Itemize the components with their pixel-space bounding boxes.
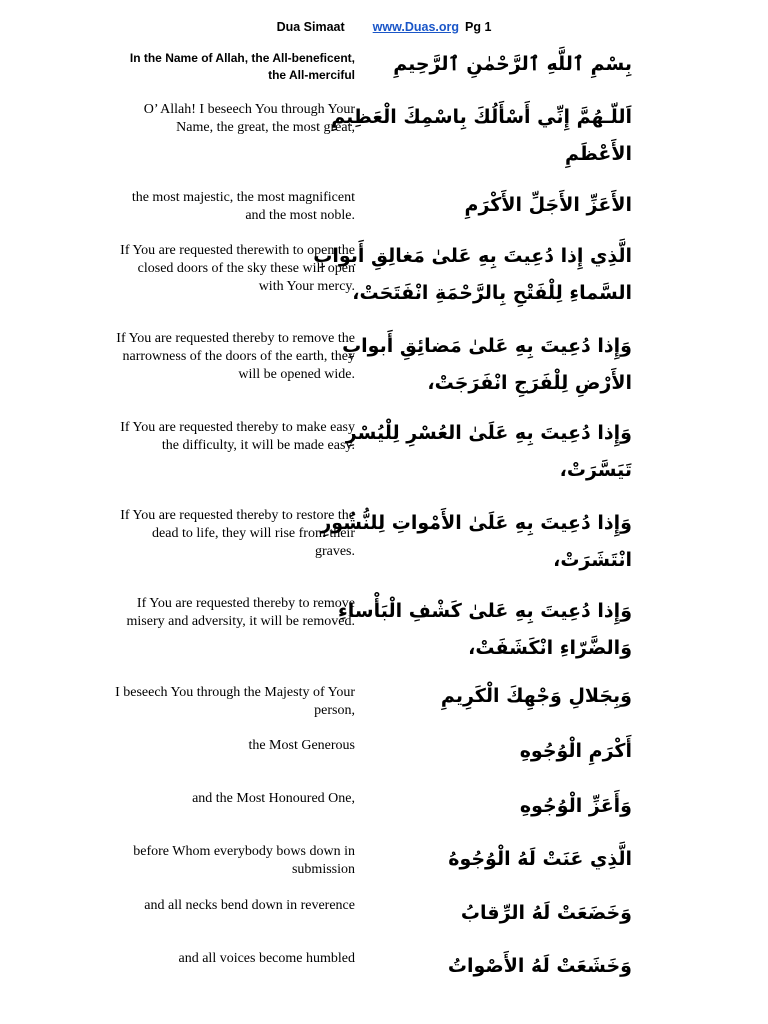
verse-translation: O’ Allah! I beseech You through Your Name, the great, the most great, (143, 102, 355, 135)
verse-translation: If You are requested thereby to restore the dead to life, they will rise from their graves. (120, 508, 355, 559)
verse-arabic (362, 895, 632, 932)
arabic-line: الَّذِي عَنَتْ لَهُ الْوُجُوهُ (448, 848, 632, 870)
verse-arabic (362, 788, 632, 825)
arabic-line: اَللّـهُمَّ إِنِّي أَسْأَلُكَ بِاسْمِكَ الْعَظِيمِ (331, 106, 632, 128)
verse-arabic (362, 678, 632, 715)
arabic-line: الأَرْضِ لِلْفَرَجِ انْفَرَجَتْ، (427, 372, 632, 394)
verse-translation: the most majestic, the most magnificent and the most noble. (131, 190, 355, 223)
arabic-line: وَإِذا دُعِيتَ بِهِ عَلَىٰ العُسْرِ لِلْيُسْرِ (345, 422, 632, 444)
verse-arabic (345, 415, 632, 489)
verse-arabic (338, 593, 632, 667)
verse-arabic (362, 187, 632, 224)
verse-translation: the Most Generous (248, 738, 355, 753)
verse-translation: I beseech You through the Majesty of Your person, (115, 685, 355, 718)
verse-arabic (362, 841, 632, 878)
arabic-line: وَالضَّرّاءِ انْكَشَفَتْ، (468, 637, 632, 659)
arabic-line: الَّذِي إِذا دُعِيتَ بِهِ عَلىٰ مَغالِقِ أَبوابِ (313, 245, 632, 267)
verse-translation: and all necks bend down in reverence (144, 898, 355, 913)
arabic-line: السَّماءِ لِلْفَتْحِ بِالرَّحْمَةِ انْفَتَحَتْ، (352, 282, 632, 304)
arabic-line: وَإِذا دُعِيتَ بِهِ عَلَىٰ الأَمْواتِ لِلنُّشُورِ (320, 512, 632, 534)
arabic-line: الأَعَزِّ الأَجَلِّ الأَكْرَمِ (464, 194, 632, 216)
verse-arabic (362, 46, 632, 83)
arabic-line: وَأَعَزِّ الْوُجُوهِ (519, 795, 632, 817)
verse-translation: before Whom everybody bows down in submission (133, 844, 355, 877)
verse-arabic (320, 505, 632, 579)
page-header (0, 20, 768, 34)
verse-arabic (362, 948, 632, 985)
verse-translation: and the Most Honoured One, (192, 791, 355, 806)
verse-arabic (331, 99, 632, 173)
website-link[interactable]: www.Duas.org (372, 20, 460, 34)
verse-arabic (362, 733, 632, 770)
verse-translation: and all voices become humbled (178, 951, 355, 966)
verse-arabic (313, 238, 632, 312)
arabic-line: انْتَشَرَتْ، (553, 549, 632, 571)
verse-translation: If You are requested thereby to remove misery and adversity, it will be removed. (126, 596, 355, 629)
arabic-line: وَخَضَعَتْ لَهُ الرِّقابُ (460, 902, 632, 924)
arabic-line: وَبِجَلالِ وَجْهِكَ الْكَرِيمِ (440, 685, 632, 707)
arabic-line: وَإِذا دُعِيتَ بِهِ عَلىٰ مَضائِقِ أَبوابِ (342, 335, 632, 357)
verse-translation: If You are requested thereby to remove the narrowness of the doors of the earth, they will be opened wide. (116, 331, 355, 382)
verse-translation: If You are requested thereby to make easy the difficulty, it will be made easy. (120, 420, 355, 453)
document-title: Dua Simaat (276, 20, 345, 34)
arabic-line: الأَعْظَمِ (564, 143, 632, 165)
arabic-line: بِسْمِ ٱللَّهِ ٱلرَّحْمٰنِ ٱلرَّحِيمِ (393, 53, 632, 75)
verse-arabic (342, 328, 632, 402)
verse-translation: In the Name of Allah, the All-beneficent, the All-merciful (129, 51, 355, 82)
arabic-line: وَخَشَعَتْ لَهُ الأَصْواتُ (447, 955, 632, 977)
arabic-line: تَيَسَّرَتْ، (559, 459, 632, 481)
page-number: Pg 1 (465, 20, 492, 34)
arabic-line: أَكْرَمِ الْوُجُوهِ (519, 740, 632, 762)
verse-translation: If You are requested therewith to open the closed doors of the sky these will open with Your mercy. (120, 243, 355, 294)
arabic-line: وَإِذا دُعِيتَ بِهِ عَلىٰ كَشْفِ الْبَأْساءِ (338, 600, 632, 622)
